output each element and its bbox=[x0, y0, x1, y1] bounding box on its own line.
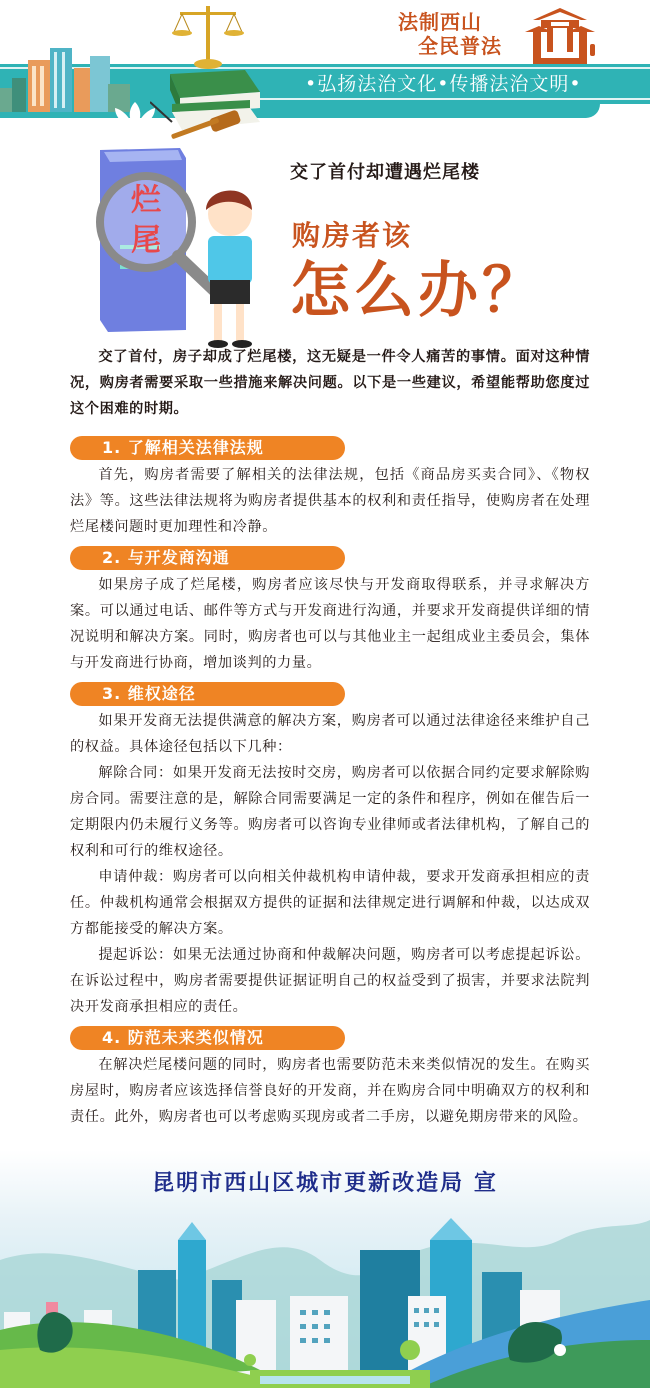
hero-question-line-1: 购房者该 bbox=[292, 219, 413, 252]
section-4 bbox=[70, 1026, 590, 1130]
cityscape-illustration bbox=[0, 1200, 650, 1388]
hero-question-line-2: 怎么办？ bbox=[290, 256, 546, 326]
archway-gate-icon bbox=[525, 6, 595, 66]
hero-subtitle: 交了首付却遭遇烂尾楼 bbox=[290, 162, 480, 183]
seal-stamp-icon bbox=[590, 44, 595, 56]
section-heading: 1. 了解相关法律法规 bbox=[70, 436, 345, 460]
slogan-text: •弘扬法治文化•传播法治文明• bbox=[305, 73, 582, 95]
article-body bbox=[70, 344, 590, 1130]
section-heading: 4. 防范未来类似情况 bbox=[70, 1026, 345, 1050]
section-2 bbox=[70, 546, 590, 676]
section-paragraph: 如果房子成了烂尾楼，购房者应该尽快与开发商取得联系，并寻求解决方案。可以通过电话、邮件等方式与开发商进行沟通，并要求开发商提供详细的情况说明和解决方案。同时，购房者也可以与其他业主一起组成业主委员会，集体与开发商进行协商，增加谈判的力量。 bbox=[70, 577, 590, 671]
section-heading: 3. 维权途径 bbox=[70, 682, 345, 706]
section-1 bbox=[70, 436, 590, 540]
section-paragraph: 提起诉讼：如果无法通过协商和仲裁解决问题，购房者可以考虑提起诉讼。在诉讼过程中，购房者需要提供证据证明自己的权益受到了损害，并要求法院判决开发商承担相应的责任。 bbox=[70, 947, 590, 1015]
section-paragraph: 首先，购房者需要了解相关的法律法规，包括《商品房买卖合同》、《物权法》等。这些法律法规将为购房者提供基本的权利和责任指导，使购房者在处理烂尾楼问题时更加理性和冷静。 bbox=[70, 467, 590, 535]
section-paragraph: 在解决烂尾楼问题的同时，购房者也需要防范未来类似情况的发生。在购买房屋时，购房者应该选择信誉良好的开发商，并在购房合同中明确双方的权利和责任。此外，购房者也可以考虑购买现房或者二手房，以避免期房带来的风险。 bbox=[70, 1057, 590, 1125]
illustration-label-2: 尾 bbox=[131, 223, 161, 258]
lotus-icon bbox=[105, 100, 165, 130]
section-3 bbox=[70, 682, 590, 1020]
illustration-label-1: 烂 bbox=[131, 183, 161, 218]
brand-line-1: 法制西山 bbox=[398, 10, 482, 34]
brand-line-2: 全民普法 bbox=[418, 34, 502, 58]
header-banner bbox=[0, 0, 650, 130]
law-books-gavel-icon bbox=[150, 52, 270, 140]
brand-slogan bbox=[365, 10, 515, 58]
magnifier-boy-illustration bbox=[90, 140, 260, 350]
intro-paragraph: 交了首付，房子却成了烂尾楼，这无疑是一件令人痛苦的事情。面对这种情况，购房者需要采取一些措施来解决问题。以下是一些建议，希望能帮助您度过这个困难的时期。 bbox=[70, 349, 590, 417]
issuer-credit: 昆明市西山区城市更新改造局 宣 bbox=[152, 1171, 498, 1196]
section-paragraph: 如果开发商无法提供满意的解决方案，购房者可以通过法律途径来维护自己的权益。具体途径包括以下几种： bbox=[70, 713, 590, 755]
section-heading: 2. 与开发商沟通 bbox=[70, 546, 345, 570]
section-paragraph: 解除合同：如果开发商无法按时交房，购房者可以依据合同约定要求解除购房合同。需要注意的是，解除合同需要满足一定的条件和程序，例如在催告后一定期限内仍未履行义务等。购房者可以咨询专业律师或者法律机构，了解自己的权利和可行的维权途径。 bbox=[70, 765, 590, 859]
section-paragraph: 申请仲裁：购房者可以向相关仲裁机构申请仲裁，要求开发商承担相应的责任。仲裁机构通常会根据双方提供的证据和法律规定进行调解和仲裁，以达成双方都能接受的解决方案。 bbox=[70, 869, 590, 937]
band-divider bbox=[240, 98, 650, 100]
